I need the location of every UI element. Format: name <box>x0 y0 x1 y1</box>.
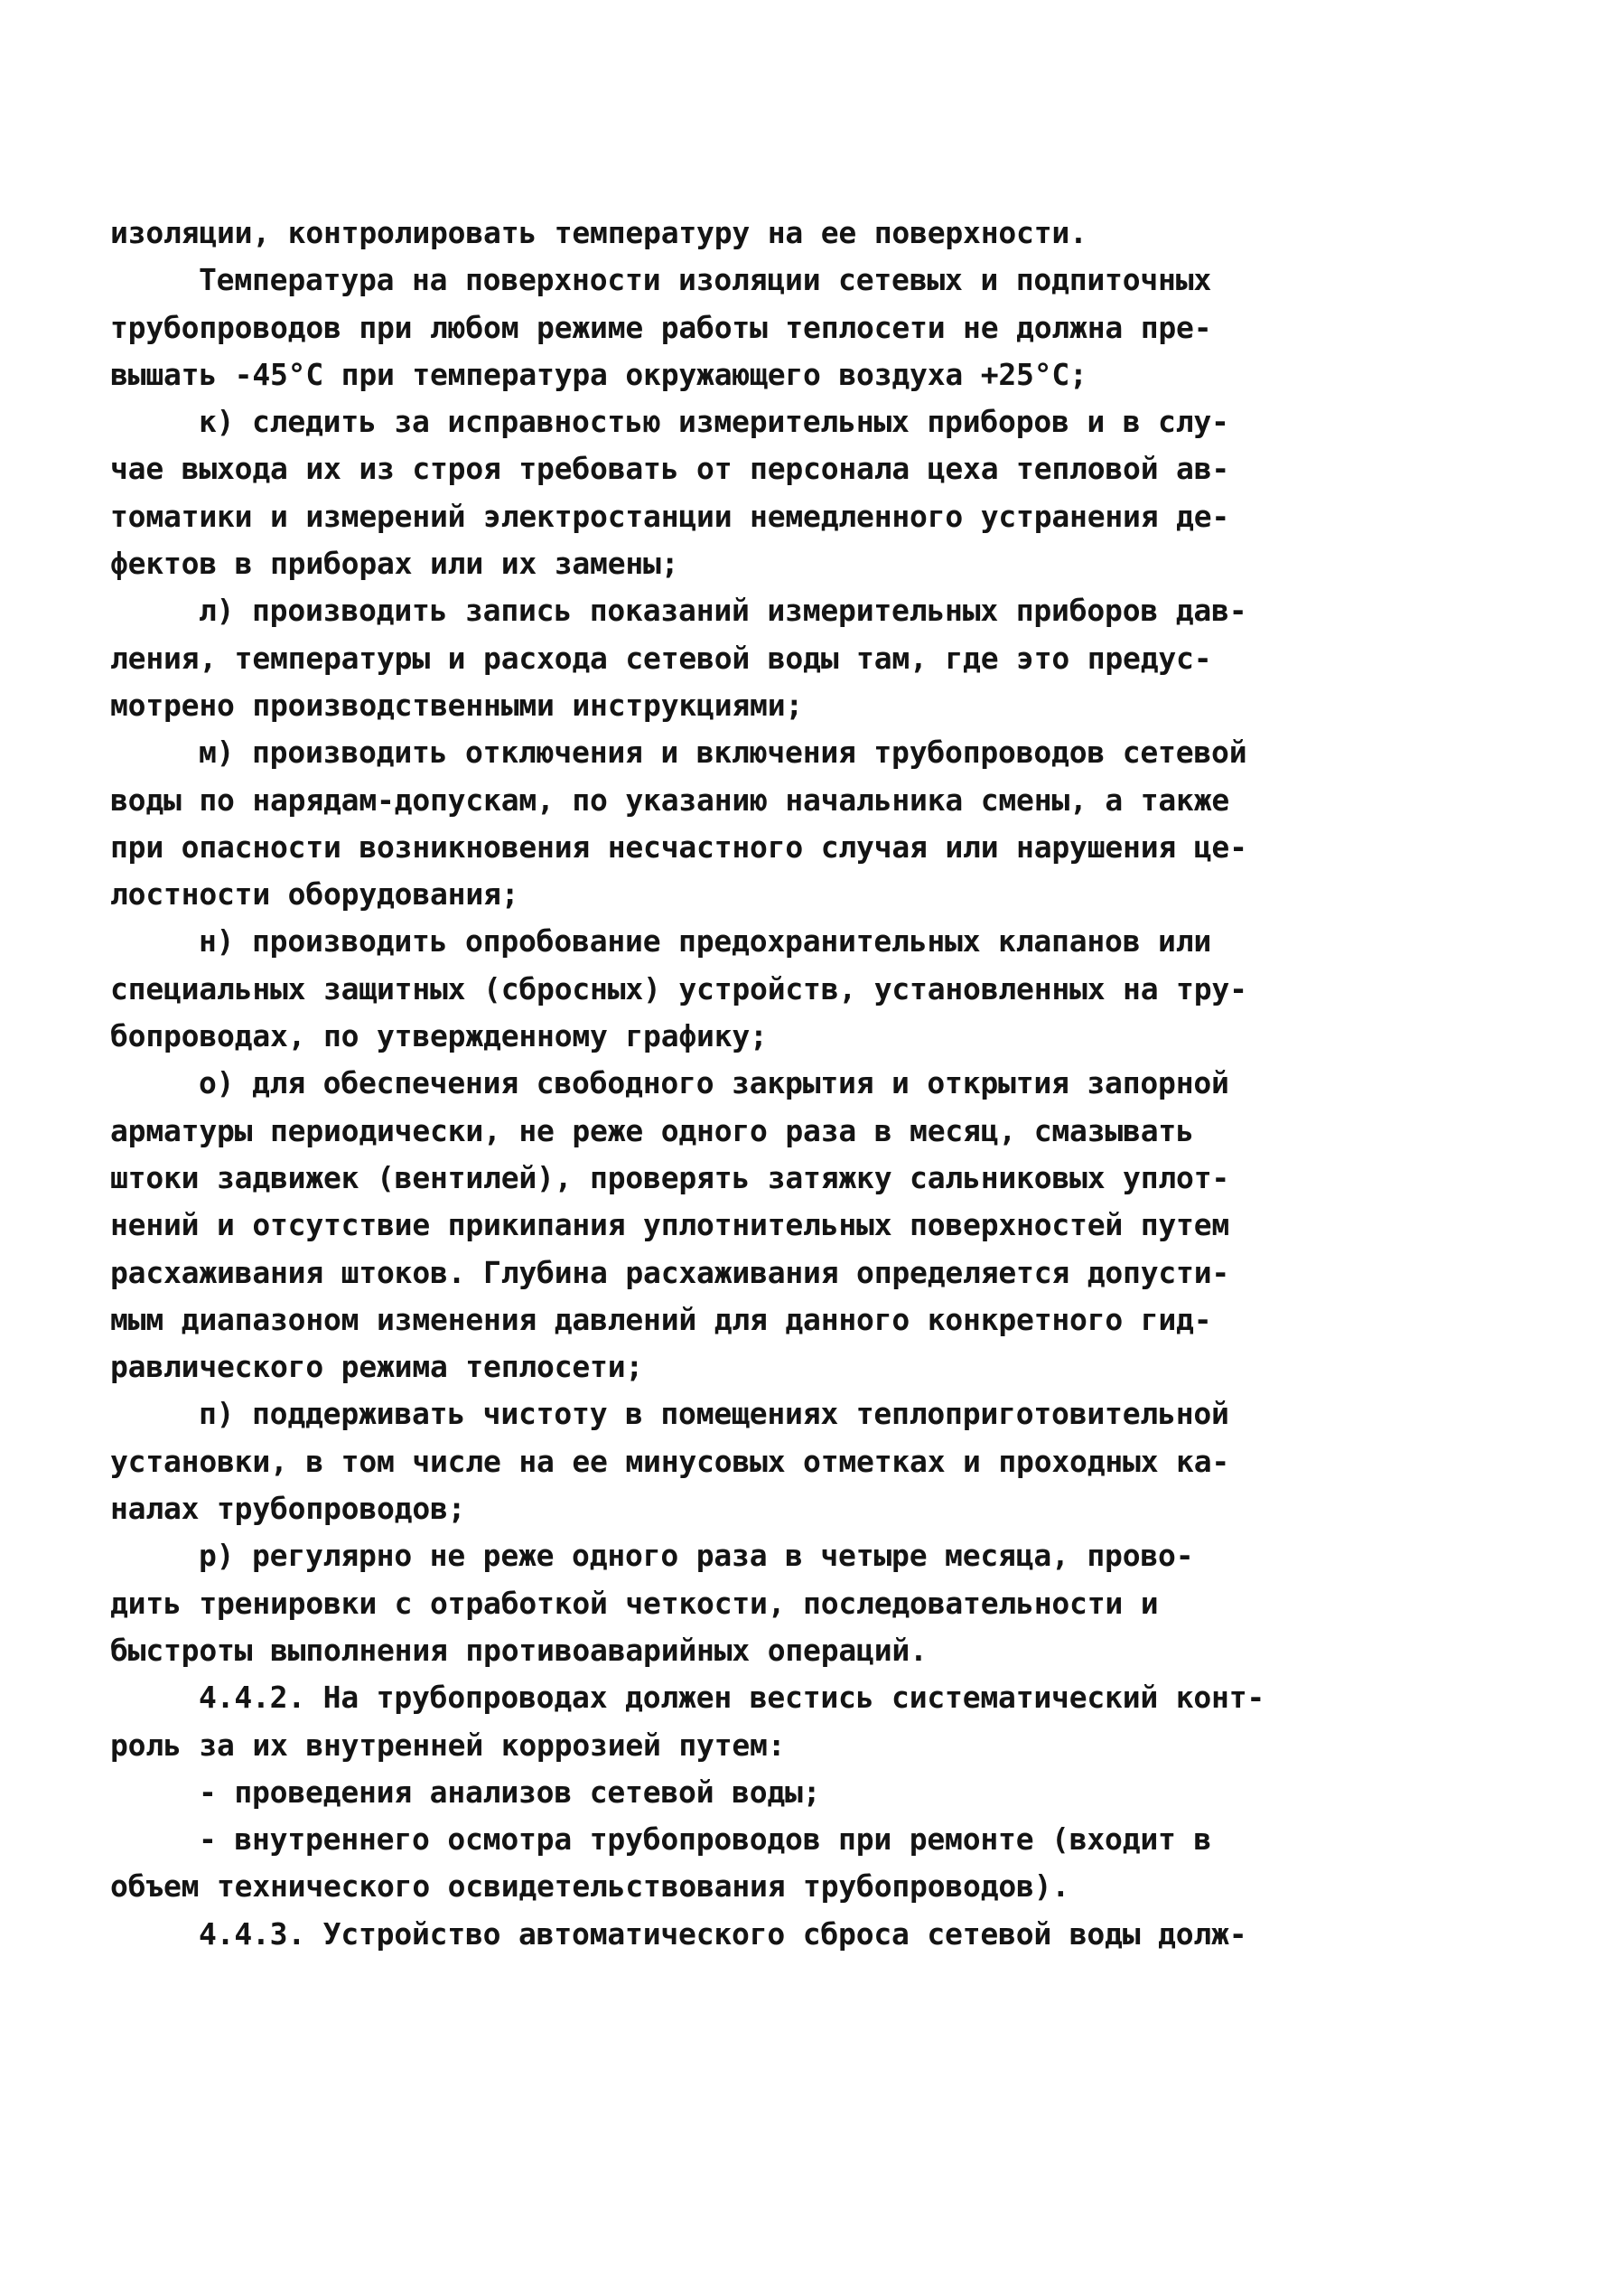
document-body <box>110 210 1321 1958</box>
text-line: вышать -45°С при температура окружающего воздуха +25°С; <box>110 356 1087 392</box>
text-line: мотрено производственными инструкциями; <box>110 687 804 723</box>
text-line: к) следить за исправностью измерительных приборов и в слу- <box>199 404 1229 440</box>
text-line: л) производить запись показаний измерительных приборов дав- <box>199 593 1247 629</box>
text-line: фектов в приборах или их замены; <box>110 546 679 582</box>
text-line: томатики и измерений электростанции немедленного устранения де- <box>110 498 1230 534</box>
text-line: бопроводах, по утвержденному графику; <box>110 1018 768 1054</box>
text-line: дить тренировки с отработкой четкости, последовательности и <box>110 1585 1159 1621</box>
text-line: арматуры периодически, не реже одного раза в месяц, смазывать <box>110 1112 1194 1148</box>
text-line: 4.4.2. На трубопроводах должен вестись систематический конт- <box>199 1680 1265 1716</box>
text-line: м) производить отключения и включения трубопроводов сетевой <box>199 735 1247 771</box>
text-line: - внутреннего осмотра трубопроводов при ремонте (входит в <box>199 1821 1212 1858</box>
text-line: мым диапазоном изменения давлений для данного конкретного гид- <box>110 1301 1212 1337</box>
text-line: налах трубопроводов; <box>110 1491 466 1527</box>
text-line: - проведения анализов сетевой воды; <box>199 1774 821 1810</box>
text-line: 4.4.3. Устройство автоматического сброса сетевой воды долж- <box>199 1915 1247 1952</box>
text-line: изоляции, контролировать температуру на ее поверхности. <box>110 215 1087 250</box>
text-line: нений и отсутствие прикипания уплотнительных поверхностей путем <box>110 1207 1230 1243</box>
text-line: п) поддерживать чистоту в помещениях теплоприготовительной <box>199 1396 1229 1432</box>
text-line: штоки задвижек (вентилей), проверять затяжку сальниковых уплот- <box>110 1159 1230 1195</box>
text-line: р) регулярно не реже одного раза в четыре месяца, прово- <box>199 1538 1194 1574</box>
text-line: ления, температуры и расхода сетевой воды там, где это предус- <box>110 640 1212 676</box>
text-line: роль за их внутренней коррозией путем: <box>110 1727 786 1763</box>
text-line: чае выхода их из строя требовать от персонала цеха тепловой ав- <box>110 451 1230 487</box>
text-line: равлического режима теплосети; <box>110 1349 644 1385</box>
text-line: Температура на поверхности изоляции сетевых и подпиточных <box>199 262 1212 298</box>
text-line: н) производить опробование предохранительных клапанов или <box>199 923 1212 960</box>
text-line: воды по нарядам-допускам, по указанию начальника смены, а также <box>110 782 1230 818</box>
text-line: объем технического освидетельствования трубопроводов). <box>110 1868 1070 1905</box>
text-line: трубопроводов при любом режиме работы теплосети не должна пре- <box>110 309 1212 345</box>
text-line: быстроты выполнения противоаварийных операций. <box>110 1632 928 1668</box>
text-line: при опасности возникновения несчастного случая или нарушения це- <box>110 829 1247 865</box>
text-line: установки, в том числе на ее минусовых отметках и проходных ка- <box>110 1443 1230 1479</box>
text-line: о) для обеспечения свободного закрытия и открытия запорной <box>199 1065 1229 1101</box>
text-line: расхаживания штоков. Глубина расхаживания определяется допусти- <box>110 1254 1230 1290</box>
text-line: лостности оборудования; <box>110 876 519 913</box>
text-line: специальных защитных (сбросных) устройств, установленных на тру- <box>110 970 1247 1006</box>
